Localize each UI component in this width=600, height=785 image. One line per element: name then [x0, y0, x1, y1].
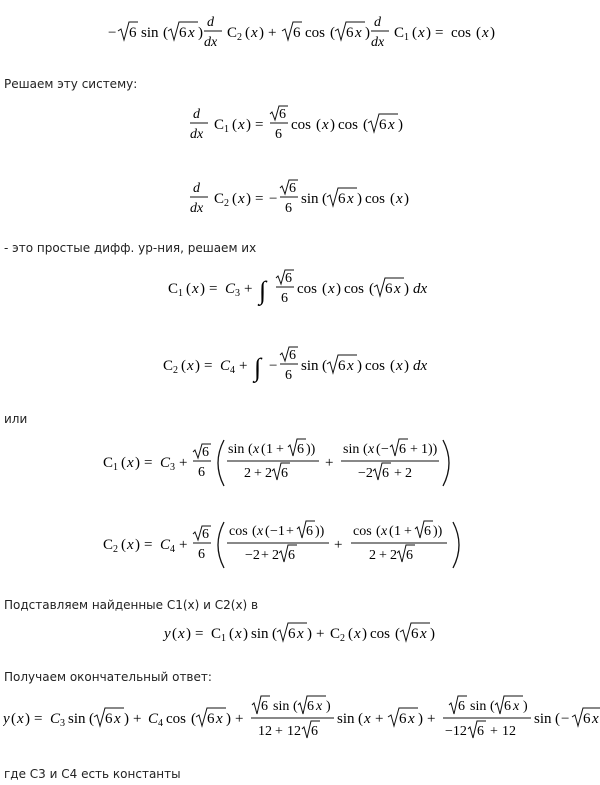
svg-text:x: x — [368, 442, 375, 457]
svg-text:+: + — [133, 711, 142, 727]
svg-text:dx: dx — [413, 281, 428, 297]
svg-text:=: = — [255, 191, 264, 207]
equation-c2-derivative — [190, 178, 420, 218]
svg-text:6: 6 — [583, 711, 591, 727]
svg-text:(: ( — [245, 25, 250, 41]
svg-text:cos: cos — [297, 281, 317, 297]
svg-text:): ) — [362, 626, 367, 642]
svg-text:C: C — [394, 25, 405, 41]
svg-text:(: ( — [369, 281, 374, 297]
svg-text:1: 1 — [266, 442, 273, 457]
svg-text:): ) — [430, 626, 435, 642]
svg-text:x: x — [418, 25, 425, 41]
svg-text:cos: cos — [229, 524, 248, 539]
svg-text:6: 6 — [399, 442, 406, 457]
svg-text:C: C — [163, 358, 174, 374]
svg-text:dx: dx — [371, 35, 385, 50]
svg-text:4: 4 — [230, 365, 235, 376]
svg-text:=: = — [204, 358, 213, 374]
svg-text:6: 6 — [411, 626, 419, 642]
svg-text:)): )) — [428, 442, 438, 457]
svg-text:2: 2 — [390, 548, 397, 563]
svg-text:sin: sin — [68, 711, 86, 727]
svg-text:6: 6 — [179, 25, 187, 41]
svg-text:(: ( — [395, 626, 400, 642]
equation-system — [108, 12, 498, 52]
svg-text:−: − — [561, 711, 570, 727]
svg-text:+: + — [490, 724, 498, 739]
svg-text:sin: sin — [470, 699, 487, 714]
svg-text:): ) — [336, 281, 341, 297]
svg-text:x: x — [347, 191, 354, 207]
svg-text:1: 1 — [113, 462, 118, 473]
svg-text:6: 6 — [293, 25, 301, 41]
text-simple-diff-eqs: - это простые дифф. ур-ния, решаем их — [4, 241, 257, 255]
svg-text:6: 6 — [281, 291, 288, 306]
svg-text:x: x — [354, 626, 361, 642]
svg-text:): ) — [357, 191, 362, 207]
svg-text:6: 6 — [306, 524, 313, 539]
svg-text:)): )) — [306, 442, 316, 457]
svg-text:6: 6 — [406, 548, 413, 563]
svg-text:6: 6 — [202, 445, 209, 460]
svg-text:1: 1 — [178, 288, 183, 299]
svg-text:6: 6 — [279, 107, 286, 122]
svg-text:=: = — [144, 455, 153, 471]
svg-text:=: = — [34, 711, 43, 727]
svg-text:x: x — [253, 442, 260, 457]
svg-text:4: 4 — [158, 718, 163, 729]
svg-text:6: 6 — [198, 465, 205, 480]
svg-text:+: + — [239, 358, 248, 374]
svg-text:): ) — [404, 191, 409, 207]
svg-text:(: ( — [191, 711, 196, 727]
svg-text:(: ( — [376, 442, 381, 457]
equation-final-answer — [3, 691, 600, 747]
svg-text:(: ( — [261, 442, 266, 457]
svg-text:+: + — [379, 548, 387, 563]
svg-text:sin: sin — [228, 442, 245, 457]
svg-text:): ) — [418, 711, 423, 727]
svg-text:+: + — [394, 466, 402, 481]
svg-text:(: ( — [121, 455, 126, 471]
svg-text:(: ( — [390, 358, 395, 374]
svg-text:x: x — [251, 25, 258, 41]
svg-text:): ) — [357, 358, 362, 374]
svg-text:12: 12 — [502, 724, 516, 739]
svg-text:x: x — [216, 711, 223, 727]
svg-text:2: 2 — [369, 548, 376, 563]
svg-text:+: + — [410, 442, 418, 457]
text-final-answer: Получаем окончательный ответ: — [4, 670, 212, 684]
svg-text:1: 1 — [394, 524, 401, 539]
svg-text:+: + — [254, 466, 262, 481]
svg-text:): ) — [243, 626, 248, 642]
svg-text:): ) — [523, 699, 528, 714]
svg-text:cos: cos — [291, 117, 311, 133]
svg-text:+: + — [316, 626, 325, 642]
svg-text:6: 6 — [275, 127, 282, 142]
svg-text:(: ( — [11, 711, 16, 727]
svg-text:sin: sin — [343, 442, 360, 457]
svg-text:x: x — [127, 455, 134, 471]
svg-text:cos: cos — [451, 25, 471, 41]
equation-c1-solution — [103, 436, 503, 490]
svg-text:+: + — [244, 281, 253, 297]
svg-text:6: 6 — [285, 368, 292, 383]
svg-text:3: 3 — [170, 462, 175, 473]
svg-text:x: x — [592, 711, 599, 727]
svg-text:): ) — [198, 25, 203, 41]
svg-text:d: d — [193, 107, 200, 122]
svg-text:1: 1 — [221, 633, 226, 644]
svg-text:x: x — [388, 117, 395, 133]
svg-text:x: x — [364, 711, 371, 727]
svg-text:x: x — [188, 25, 195, 41]
svg-text:+: + — [275, 724, 283, 739]
text-or: или — [4, 412, 28, 426]
svg-text:(: ( — [252, 524, 257, 539]
svg-text:C: C — [103, 537, 114, 553]
svg-text:6: 6 — [379, 117, 387, 133]
svg-text:(: ( — [232, 191, 237, 207]
svg-text:2: 2 — [244, 466, 251, 481]
svg-text:6: 6 — [346, 25, 354, 41]
svg-text:C: C — [160, 537, 171, 553]
svg-text:+: + — [179, 455, 188, 471]
svg-text:6: 6 — [338, 358, 346, 374]
svg-text:): ) — [135, 455, 140, 471]
svg-text:6: 6 — [105, 711, 113, 727]
svg-text:sin: sin — [141, 25, 159, 41]
svg-text:=: = — [144, 537, 153, 553]
svg-text:y: y — [3, 711, 10, 727]
svg-text:C: C — [227, 25, 238, 41]
svg-text:x: x — [114, 711, 121, 727]
svg-text:x: x — [513, 699, 520, 714]
svg-text:): ) — [398, 117, 403, 133]
svg-text:6: 6 — [477, 724, 484, 739]
svg-text:C: C — [220, 358, 231, 374]
svg-text:x: x — [347, 358, 354, 374]
svg-text:+: + — [375, 711, 384, 727]
svg-text:−: − — [269, 358, 278, 374]
svg-text:C: C — [225, 281, 236, 297]
svg-text:x: x — [408, 711, 415, 727]
svg-text:−1: −1 — [270, 524, 285, 539]
svg-text:−: − — [108, 25, 117, 41]
svg-text:2: 2 — [113, 544, 118, 555]
svg-text:)): )) — [433, 524, 443, 539]
svg-text:sin: sin — [301, 191, 319, 207]
svg-text:y: y — [164, 626, 171, 642]
svg-text:cos: cos — [365, 358, 385, 374]
svg-text:1: 1 — [404, 32, 409, 43]
svg-text:C: C — [214, 117, 225, 133]
svg-text:): ) — [200, 281, 205, 297]
svg-text:6: 6 — [311, 724, 318, 739]
svg-text:cos: cos — [370, 626, 390, 642]
svg-text:): ) — [307, 626, 312, 642]
svg-text:2: 2 — [237, 32, 242, 43]
svg-text:2: 2 — [265, 466, 272, 481]
equation-c2-integral — [163, 343, 443, 387]
svg-text:+: + — [261, 548, 269, 563]
svg-text:(: ( — [555, 711, 560, 727]
svg-text:=: = — [435, 25, 444, 41]
svg-text:−: − — [269, 191, 278, 207]
svg-text:(: ( — [490, 699, 495, 714]
svg-text:(: ( — [363, 117, 368, 133]
svg-text:x: x — [238, 117, 245, 133]
svg-text:x: x — [396, 358, 403, 374]
svg-text:d: d — [207, 15, 214, 30]
svg-text:dx: dx — [204, 35, 218, 50]
svg-text:): ) — [426, 25, 431, 41]
svg-text:6: 6 — [198, 547, 205, 562]
svg-text:cos: cos — [305, 25, 325, 41]
svg-text:6: 6 — [424, 524, 431, 539]
svg-text:x: x — [187, 358, 194, 374]
svg-text:6: 6 — [288, 548, 295, 563]
svg-text:x: x — [297, 626, 304, 642]
svg-text:x: x — [178, 626, 185, 642]
svg-text:): ) — [135, 537, 140, 553]
svg-text:(: ( — [322, 281, 327, 297]
svg-text:(: ( — [181, 358, 186, 374]
equation-c1-integral — [168, 266, 438, 310]
svg-text:): ) — [365, 25, 370, 41]
svg-text:x: x — [420, 626, 427, 642]
svg-text:6: 6 — [285, 271, 292, 286]
svg-text:6: 6 — [281, 466, 288, 481]
svg-text:): ) — [226, 711, 231, 727]
svg-text:6: 6 — [261, 699, 268, 714]
svg-text:): ) — [186, 626, 191, 642]
svg-text:(: ( — [163, 25, 168, 41]
svg-text:3: 3 — [60, 718, 65, 729]
svg-text:cos: cos — [338, 117, 358, 133]
svg-text:+: + — [235, 711, 244, 727]
svg-text:x: x — [316, 699, 323, 714]
svg-text:12: 12 — [258, 724, 272, 739]
svg-text:6: 6 — [458, 699, 465, 714]
svg-text:(: ( — [293, 699, 298, 714]
svg-text:C: C — [50, 711, 61, 727]
svg-text:−2: −2 — [245, 548, 260, 563]
svg-text:x: x — [192, 281, 199, 297]
svg-text:)): )) — [315, 524, 325, 539]
svg-text:x: x — [482, 25, 489, 41]
svg-text:∫: ∫ — [259, 276, 267, 305]
svg-text:+: + — [286, 524, 294, 539]
svg-text:dx: dx — [190, 127, 204, 142]
svg-text:x: x — [322, 117, 329, 133]
svg-text:2: 2 — [272, 548, 279, 563]
svg-text:6: 6 — [399, 711, 407, 727]
svg-text:6: 6 — [202, 527, 209, 542]
svg-text:x: x — [394, 281, 401, 297]
svg-text:): ) — [330, 117, 335, 133]
svg-text:(: ( — [358, 711, 363, 727]
svg-text:6: 6 — [207, 711, 215, 727]
svg-text:6: 6 — [285, 201, 292, 216]
svg-text:(: ( — [322, 358, 327, 374]
svg-text:dx: dx — [190, 201, 204, 216]
svg-text:cos: cos — [353, 524, 372, 539]
svg-text:sin: sin — [337, 711, 355, 727]
svg-text:+: + — [334, 537, 343, 553]
svg-text:+: + — [427, 711, 436, 727]
equation-substitution — [164, 617, 444, 649]
svg-text:sin: sin — [273, 699, 290, 714]
svg-text:2: 2 — [340, 633, 345, 644]
svg-text:C: C — [103, 455, 114, 471]
svg-text:3: 3 — [235, 288, 240, 299]
svg-text:6: 6 — [307, 699, 314, 714]
svg-text:(: ( — [229, 626, 234, 642]
svg-text:cos: cos — [365, 191, 385, 207]
svg-text:sin: sin — [301, 358, 319, 374]
svg-text:(: ( — [316, 117, 321, 133]
svg-text:): ) — [404, 358, 409, 374]
svg-text:x: x — [235, 626, 242, 642]
svg-text:−12: −12 — [445, 724, 467, 739]
svg-text:d: d — [193, 181, 200, 196]
svg-text:x: x — [355, 25, 362, 41]
svg-text:): ) — [195, 358, 200, 374]
svg-text:1: 1 — [421, 442, 428, 457]
svg-text:(: ( — [265, 524, 270, 539]
svg-text:(: ( — [89, 711, 94, 727]
svg-text:=: = — [195, 626, 204, 642]
svg-text:C: C — [160, 455, 171, 471]
svg-text:(: ( — [412, 25, 417, 41]
svg-text:6: 6 — [289, 181, 296, 196]
svg-text:C: C — [211, 626, 222, 642]
svg-text:(: ( — [476, 25, 481, 41]
svg-text:(: ( — [232, 117, 237, 133]
svg-text:cos: cos — [344, 281, 364, 297]
svg-text:): ) — [326, 699, 331, 714]
svg-text:−2: −2 — [358, 466, 373, 481]
svg-text:C: C — [168, 281, 179, 297]
svg-text:(: ( — [376, 524, 381, 539]
svg-text:x: x — [381, 524, 388, 539]
text-solve-system: Решаем эту систему: — [4, 77, 138, 91]
svg-text:(: ( — [186, 281, 191, 297]
svg-text:∫: ∫ — [254, 353, 262, 382]
svg-text:): ) — [259, 25, 264, 41]
svg-text:+: + — [268, 25, 277, 41]
svg-text:(: ( — [322, 191, 327, 207]
svg-text:+: + — [325, 455, 334, 471]
svg-text:sin: sin — [251, 626, 269, 642]
svg-text:C: C — [214, 191, 225, 207]
svg-text:6: 6 — [338, 191, 346, 207]
svg-text:2: 2 — [173, 365, 178, 376]
svg-text:(: ( — [389, 524, 394, 539]
equation-c1-derivative — [190, 104, 420, 144]
svg-text:12: 12 — [287, 724, 301, 739]
svg-text:(: ( — [363, 442, 368, 457]
svg-text:6: 6 — [385, 281, 393, 297]
svg-text:6: 6 — [297, 442, 304, 457]
svg-text:x: x — [127, 537, 134, 553]
svg-text:(: ( — [390, 191, 395, 207]
svg-text:=: = — [255, 117, 264, 133]
svg-text:x: x — [257, 524, 264, 539]
svg-text:+: + — [179, 537, 188, 553]
svg-text:=: = — [209, 281, 218, 297]
svg-text:6: 6 — [504, 699, 511, 714]
svg-text:x: x — [238, 191, 245, 207]
svg-text:C: C — [148, 711, 159, 727]
svg-text:(: ( — [121, 537, 126, 553]
text-substitute: Подставляем найденные C1(x) и C2(x) в — [4, 598, 259, 612]
svg-text:+: + — [276, 442, 284, 457]
svg-text:C: C — [330, 626, 341, 642]
svg-text:(: ( — [248, 442, 253, 457]
svg-text:1: 1 — [224, 124, 229, 135]
svg-text:6: 6 — [288, 626, 296, 642]
svg-text:): ) — [25, 711, 30, 727]
svg-text:x: x — [396, 191, 403, 207]
text-constants: где C3 и C4 есть константы — [4, 767, 181, 781]
svg-text:2: 2 — [405, 466, 412, 481]
svg-text:dx: dx — [413, 358, 428, 374]
svg-text:x: x — [328, 281, 335, 297]
svg-text:(: ( — [330, 25, 335, 41]
svg-text:sin: sin — [534, 711, 552, 727]
svg-text:(: ( — [172, 626, 177, 642]
svg-text:6: 6 — [129, 25, 137, 41]
svg-text:4: 4 — [170, 544, 175, 555]
svg-text:): ) — [490, 25, 495, 41]
svg-text:6: 6 — [289, 348, 296, 363]
svg-text:): ) — [404, 281, 409, 297]
svg-text:d: d — [374, 15, 381, 30]
svg-text:(: ( — [272, 626, 277, 642]
svg-text:): ) — [246, 117, 251, 133]
svg-text:6: 6 — [382, 466, 389, 481]
svg-text:cos: cos — [166, 711, 186, 727]
svg-text:−: − — [381, 442, 389, 457]
svg-text:(: ( — [348, 626, 353, 642]
equation-c2-solution — [103, 518, 503, 572]
svg-text:2: 2 — [224, 198, 229, 209]
svg-text:x: x — [17, 711, 24, 727]
svg-text:): ) — [246, 191, 251, 207]
svg-text:+: + — [404, 524, 412, 539]
svg-text:): ) — [124, 711, 129, 727]
